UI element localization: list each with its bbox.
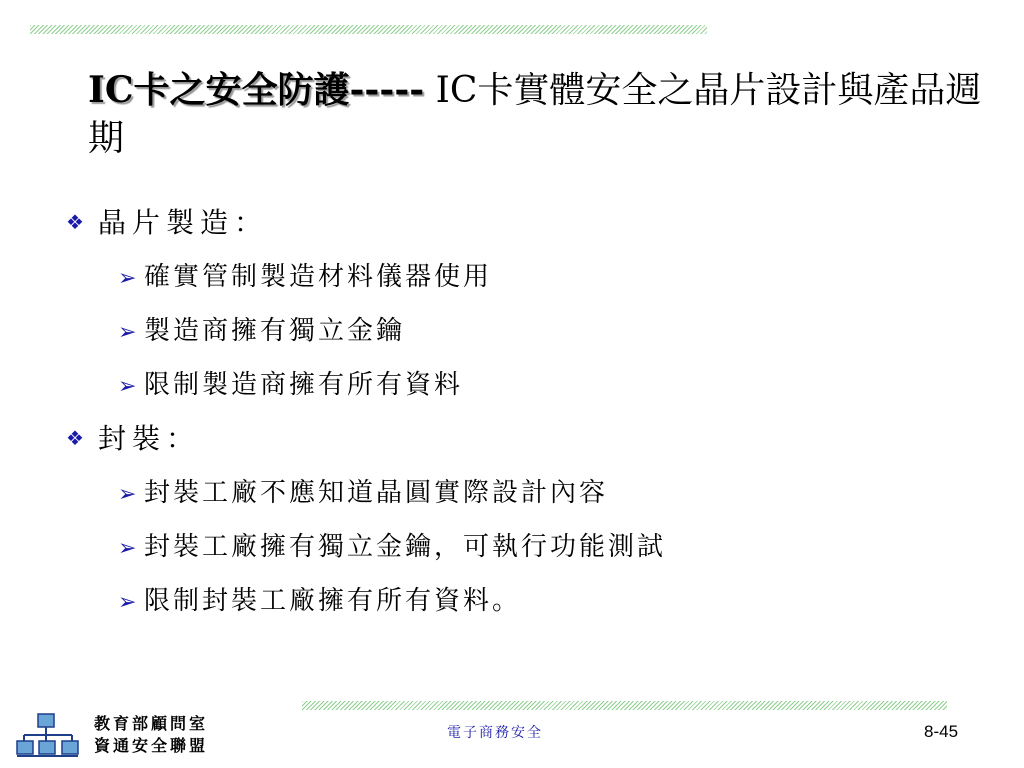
top-divider — [30, 25, 707, 34]
page-number: 8-45 — [924, 722, 959, 741]
list-item: ➢ 確實管制製造材料儀器使用 — [118, 258, 492, 296]
slide-title — [88, 66, 988, 163]
network-tree-icon — [16, 713, 82, 759]
list-item: ➢ 封裝工廠不應知道晶圓實際設計內容 — [118, 474, 608, 512]
list-item: ➢ 製造商擁有獨立金鑰 — [118, 312, 405, 350]
footer-logo — [16, 713, 226, 761]
section-heading: ❖ 晶片製造： — [66, 203, 268, 243]
title-bold-part: IC卡之安全防護----- — [88, 69, 425, 111]
title-rest-part: IC卡實體安全之晶片設計與產品週期 — [88, 70, 982, 159]
list-item: ➢ 封裝工廠擁有獨立金鑰，可執行功能測試 — [118, 528, 666, 566]
arrow-bullet-icon: ➢ — [118, 320, 137, 345]
arrow-bullet-icon: ➢ — [118, 590, 137, 615]
diamond-bullet-icon: ❖ — [66, 425, 84, 450]
arrow-bullet-icon: ➢ — [118, 266, 137, 291]
bottom-divider — [302, 701, 947, 710]
logo-text: 教育部顧問室 資通安全聯盟 — [94, 714, 209, 755]
list-item: ➢ 限制封裝工廠擁有所有資料。 — [118, 582, 521, 620]
arrow-bullet-icon: ➢ — [118, 536, 137, 561]
list-item: ➢ 限制製造商擁有所有資料 — [118, 366, 463, 404]
diamond-bullet-icon: ❖ — [66, 209, 84, 234]
arrow-bullet-icon: ➢ — [118, 482, 137, 507]
section-heading: ❖ 封裝： — [66, 419, 200, 459]
arrow-bullet-icon: ➢ — [118, 374, 137, 399]
footer-course-title: 電子商務安全 — [447, 725, 543, 741]
